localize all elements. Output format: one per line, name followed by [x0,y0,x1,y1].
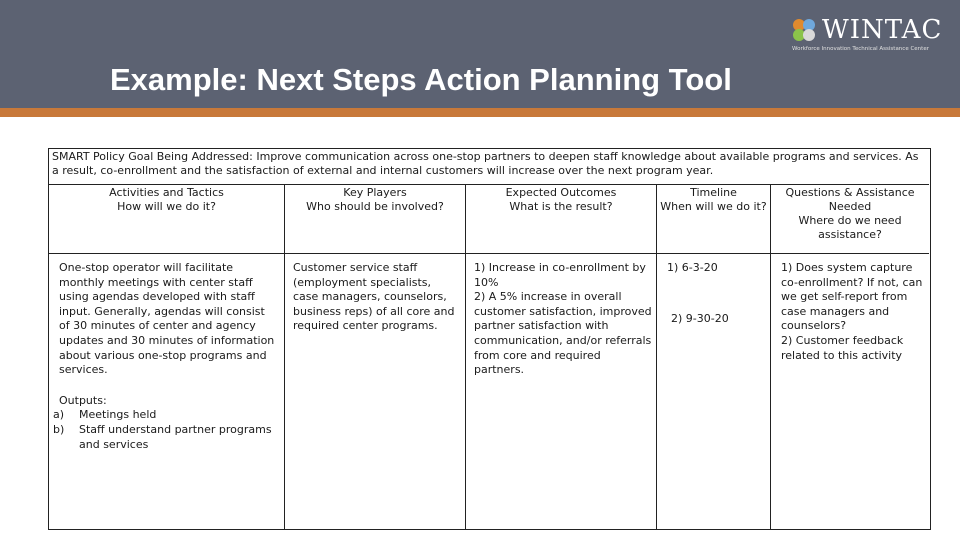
outputs-list [53,408,278,452]
timeline-item: 2) 9-30-20 [671,311,729,325]
column-body [657,253,770,326]
list-item [53,408,278,423]
question-item: 2) Customer feedback related to this activity [781,333,904,362]
column-questions [771,185,929,529]
column-body [466,253,656,378]
column-body [771,253,929,363]
column-subheading: When will we do it? [660,200,767,213]
list-text: Staff understand partner programs and services [79,422,272,451]
column-subheading: Where do we need assistance? [798,214,902,241]
column-body [49,253,284,452]
column-timeline [657,185,771,529]
logo-subtitle: Workforce Innovation Technical Assistance Center [792,46,929,52]
action-plan-table [48,148,931,530]
column-header [285,185,465,253]
question-item: 1) Does system capture co-enrollment? If not, can we get self-report from case managers and counselors? [781,261,923,333]
column-header [466,185,656,253]
outputs-label: Outputs: [59,393,107,407]
column-subheading: What is the result? [509,200,613,213]
list-marker: b) [53,422,65,436]
column-heading: Activities and Tactics [109,186,224,199]
column-heading: Expected Outcomes [505,186,617,199]
slide-header [0,0,960,108]
column-heading: Key Players [343,186,407,199]
wintac-logo [790,14,950,56]
list-item [53,423,278,452]
outcome-item: 1) Increase in co-enrollment by 10% [474,261,646,289]
column-subheading: Who should be involved? [306,200,444,213]
column-activities [49,185,285,529]
list-text: Meetings held [79,408,157,422]
column-key-players [285,185,466,529]
timeline-item: 1) 6-3-20 [667,261,718,274]
column-body [285,253,465,334]
column-subheading: How will we do it? [117,200,216,213]
wintac-logo-icon [790,16,818,44]
column-heading: Questions & Assistance Needed [785,186,915,213]
column-outcomes [466,185,657,529]
column-header [657,185,770,253]
smart-goal: SMART Policy Goal Being Addressed: Improve communication across one-stop partners to deepen staff knowledge about available programs and services. As a result, co-enrollment and the satisfaction of external and internal customers will increase over the next program year. [49,149,929,185]
column-header [771,185,929,253]
activity-text: One-stop operator will facilitate monthly meetings with center staff using agendas developed with staff input. Generally, agendas will consist of 30 minutes of center and agency updates and 30 minutes of information about various one-stop programs and services. [59,261,275,377]
outcome-item: 2) A 5% increase in overall customer satisfaction, improved partner satisfaction with communication, and/or referrals from core and required partners. [474,290,652,377]
key-players-text: Customer service staff (employment specialists, case managers, counselors, business reps) of all core and required center programs. [293,261,455,333]
column-header [49,185,284,253]
header-accent-stripe [0,108,960,117]
list-marker: a) [53,408,65,422]
page-title: Example: Next Steps Action Planning Tool [110,62,732,97]
column-heading: Timeline [690,186,737,199]
logo-wordmark: WINTAC [822,15,943,45]
